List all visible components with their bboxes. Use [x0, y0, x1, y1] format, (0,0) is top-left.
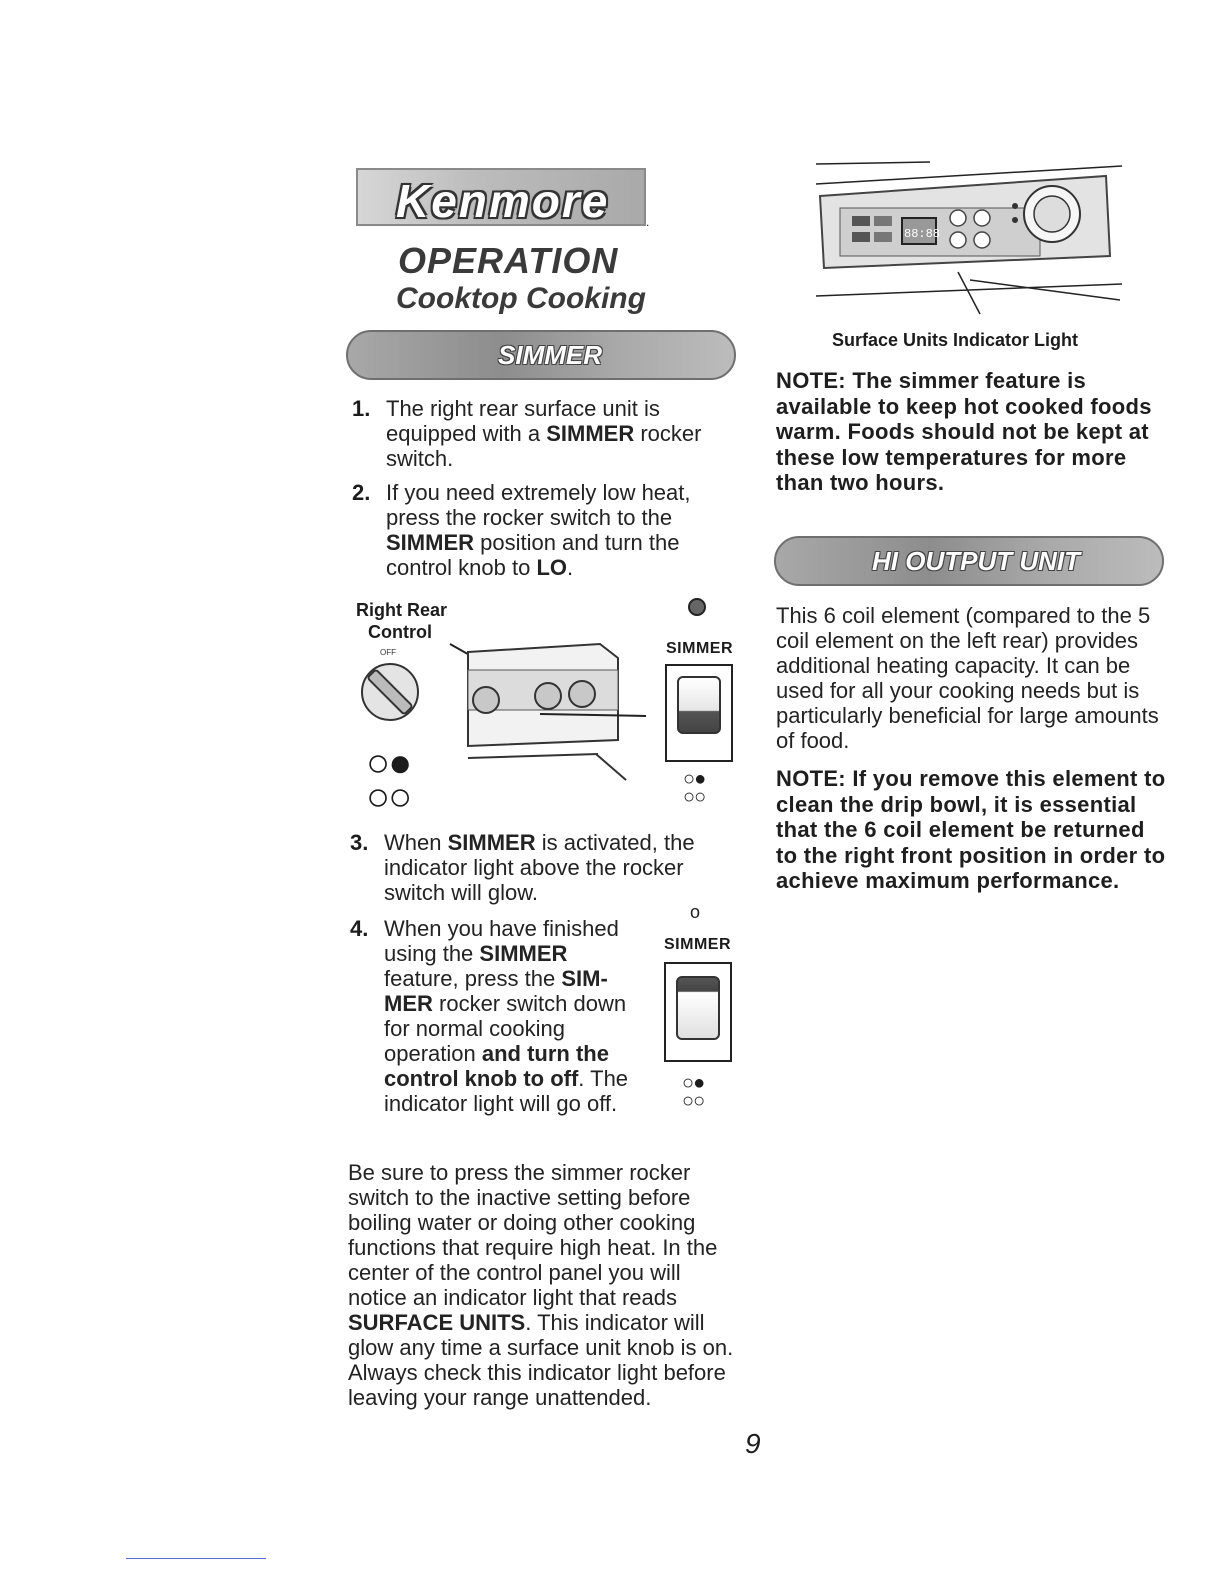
simmer-rocker-switch-on	[665, 664, 733, 762]
indicator-light-on-icon	[688, 598, 706, 616]
step-1-text: The right rear surface unit is equipped with a SIMMER rocker switch.	[386, 396, 702, 471]
step-3-text: When SIMMER is activated, the indicator light above the rocker switch will glow.	[384, 830, 695, 905]
step-4-text: When you have finished using the SIMMER feature, press the SIM-MER rocker switch down for normal cooking operation and turn the control knob to off. The indicator light will go off.	[384, 916, 629, 1116]
panel-caption: Surface Units Indicator Light	[832, 330, 1079, 350]
surface-units-panel-illustration	[810, 156, 1126, 316]
logo-text: Kenmore	[396, 175, 610, 227]
hi-output-description: This 6 coil element (compared to the 5 coil element on the left rear) provides additional heating capacity. It can be used for all your cooking needs but is particularly beneficial for large amounts of food.	[776, 603, 1159, 753]
step-1-number: 1.	[352, 396, 371, 421]
logo-trademark-dot: .	[646, 215, 650, 229]
hi-output-section-header	[774, 536, 1164, 586]
page-number: 9	[745, 1428, 761, 1459]
control-label: Control	[368, 622, 432, 642]
hi-output-pill-label: HI OUTPUT UNIT	[872, 546, 1080, 576]
simmer-rocker-switch-off	[664, 962, 732, 1062]
panel-display-text: 88:88	[904, 227, 941, 241]
knob-off-label: OFF	[380, 648, 396, 657]
simmer-note: NOTE: The simmer feature is available to keep hot cooked foods warm. Foods should not be kept at these low temperatures for more than two hours.	[776, 368, 1152, 495]
right-rear-label: Right Rear	[356, 600, 448, 620]
section-title: OPERATION	[398, 240, 619, 281]
kenmore-logo	[356, 168, 646, 226]
step-4-number: 4.	[350, 916, 369, 941]
indicator-pointer-line	[958, 272, 980, 314]
burner-layout-small-icon-2: ○● ○○	[682, 1072, 705, 1112]
burner-layout-icon: ○● ○○	[366, 741, 411, 819]
simmer-switch-off-label: SIMMER	[664, 936, 731, 953]
step-2-text: If you need extremely low heat, press the rocker switch to the SIMMER position and turn the control knob to LO.	[386, 480, 691, 580]
simmer-switch-label: SIMMER	[666, 640, 733, 657]
step-2-number: 2.	[352, 480, 371, 505]
indicator-light-off-icon: o	[690, 902, 701, 922]
hi-output-note: NOTE: If you remove this element to clean the drip bowl, it is essential that the 6 coil element be returned to the right front position in order to achieve maximum performance.	[776, 766, 1166, 893]
footer-rule	[126, 1558, 266, 1559]
simmer-section-header	[346, 330, 736, 380]
range-backguard-illustration	[468, 644, 646, 780]
control-knob-icon	[362, 648, 418, 720]
burner-layout-small-icon: ○● ○○	[683, 768, 706, 808]
section-subtitle: Cooktop Cooking	[396, 282, 646, 315]
simmer-pill-label: SIMMER	[498, 340, 602, 370]
simmer-caution-paragraph: Be sure to press the simmer rocker switch to the inactive setting before boiling water or doing other cooking functions that require high heat. In the center of the control panel you will notice an indicator light that reads SURFACE UNITS. This indicator will glow any time a surface unit knob is on. Always check this indicator light before leaving your range unattended.	[348, 1160, 734, 1410]
step-3-number: 3.	[350, 830, 369, 855]
